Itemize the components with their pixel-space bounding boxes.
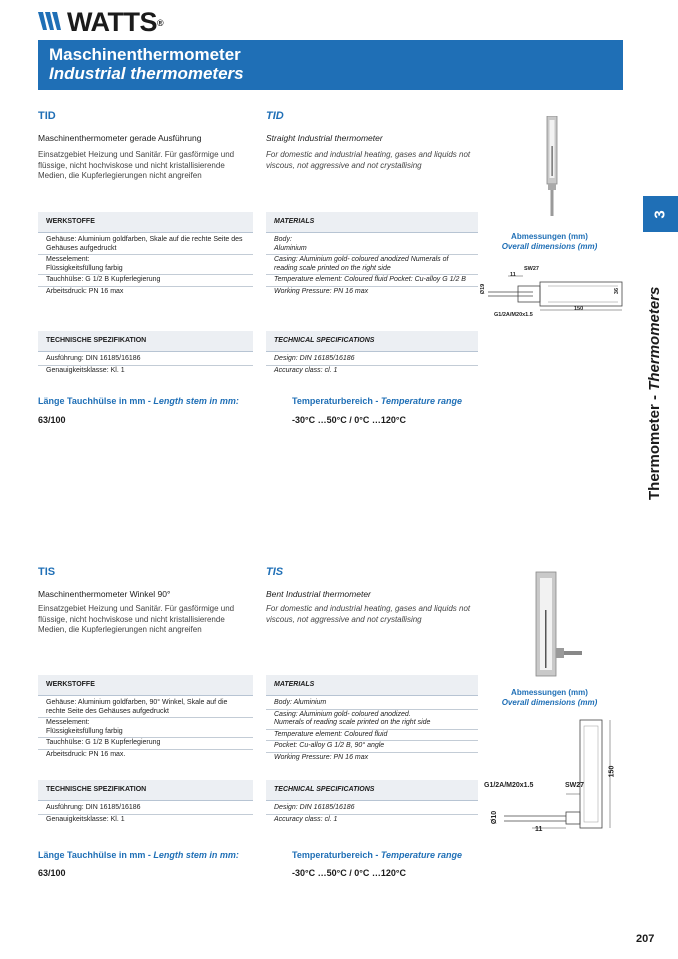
table-row: Genauigkeitsklasse: Kl. 1 [46,366,125,374]
chapter-tab: 3 [643,196,678,232]
watts-logo-mark-icon [38,10,64,34]
dimension-drawing-tis [484,716,624,840]
temperature-value: -30°C …50°C / 0°C …120°C [292,415,406,425]
table-row: Casing: Aluminium gold- coloured anodized Numerals of reading scale printed on the right side [266,255,478,275]
table-row: Accuracy class: cl. 1 [274,366,338,374]
materials-head-en: MATERIALS [266,212,478,233]
table-row: Tauchhülse: G 1/2 B Kupferlegierung [38,275,253,287]
dim-h: 36 [614,287,621,295]
product-photo-tis [528,570,588,680]
spec-head-de: TECHNISCHE SPEZIFIKATION [38,780,253,801]
table-row: Working Pressure: PN 16 max [274,753,369,761]
dim-b: 150 [574,306,584,312]
table-row: Temperature element: Coloured fluid Pocket: Cu-alloy G 1/2 B [266,275,478,287]
table-row: Body: Aluminium [266,696,478,710]
length-value: 63/100 [38,868,66,878]
subtitle-en: Straight Industrial thermometer [266,133,383,143]
spec-head-en: TECHNICAL SPECIFICATIONS [266,331,478,352]
spec-table-en [266,331,478,376]
dim-thread: G1/2A/M20x1.5 [484,782,534,789]
product-photo-tid [536,116,568,216]
dim-dia: Ø19 [480,283,487,295]
table-row: Accuracy class: cl. 1 [274,815,338,823]
materials-head-en: MATERIALS [266,675,478,696]
dim-sw: SW27 [565,782,585,789]
section-code-en: TID [266,110,284,122]
table-row: Tauchhülse: G 1/2 B Kupferlegierung [38,738,253,750]
materials-table-de [38,675,253,761]
header-banner [38,40,623,90]
dimensions-title: Abmessungen (mm) Overall dimensions (mm) [501,232,598,251]
description-de: Einsatzgebiet Heizung und Sanitär. Für gasförmige und flüssige, nicht hochviskose und nicht kristallisierende Medien, die Kupferlegierungen nicht angreifen [38,150,235,180]
table-row: Casing: Aluminium gold- coloured anodized. Numerals of reading scale printed on the right side [266,710,478,730]
table-row: Ausführung: DIN 16185/16186 [38,352,253,366]
logo-wordmark: WATTS® [67,7,164,37]
table-row: Pocket: Cu-alloy G 1/2 B, 90° angle [266,741,478,753]
spec-table-en [266,780,478,825]
header-title-de: Maschinenthermometer [49,45,241,64]
dim-a: 11 [510,272,516,278]
length-value: 63/100 [38,415,66,425]
dim-b: 150 [608,765,616,778]
section-code-en: TIS [266,566,284,578]
subtitle-en: Bent Industrial thermometer [266,589,371,599]
materials-head-de: WERKSTOFFE [38,212,253,233]
table-row: Gehäuse: Aluminium goldfarben, 90° Winkel, Skale auf die rechte Seite des Gehäuses aufgedruckt [38,696,253,718]
description-de: Einsatzgebiet Heizung und Sanitär. Für gasförmige und flüssige, nicht hochviskose und nicht kristallisierende Medien, die Kupferlegierungen nicht angreifen [38,604,235,634]
dim-dia: Ø10 [491,810,499,825]
subtitle-de: Maschinenthermometer Winkel 90° [38,589,171,599]
table-row: Ausführung: DIN 16185/16186 [38,801,253,815]
table-row: Temperature element: Coloured fluid [266,730,478,742]
watts-logo [38,9,163,35]
table-row: Design: DIN 16185/16186 [266,352,478,366]
dimension-drawing-tid [478,262,628,322]
spec-head-en: TECHNICAL SPECIFICATIONS [266,780,478,801]
materials-table-en [266,675,478,764]
temperature-label: Temperaturbereich - Temperature range [292,396,463,406]
table-row: Gehäuse: Aluminium goldfarben, Skale auf die rechte Seite des Gehäuses aufgedruckt [38,233,253,255]
description-en: For domestic and industrial heating, gases and liquids not viscous, not aggressive and not crystallising [266,150,471,170]
temperature-value: -30°C …50°C / 0°C …120°C [292,868,406,878]
length-label: Länge Tauchhülse in mm - Length stem in mm: [38,396,239,406]
table-row: Body: Aluminium [266,233,478,255]
table-row: Arbeitsdruck: PN 16 max. [46,750,126,758]
table-row: Messelement: Flüssigkeitsfüllung farbig [38,255,253,275]
length-label: Länge Tauchhülse in mm - Length stem in mm: [38,850,239,860]
description-en: For domestic and industrial heating, gases and liquids not viscous, not aggressive and not crystallising [266,604,471,624]
dimensions-title: Abmessungen (mm) Overall dimensions (mm) [501,688,598,707]
table-row: Genauigkeitsklasse: Kl. 1 [46,815,125,823]
spec-table-de [38,331,253,376]
section-code-de: TIS [38,566,56,578]
chapter-side-label: Thermometer - Thermometers [646,286,663,500]
temperature-label: Temperaturbereich - Temperature range [292,850,463,860]
table-row: Messelement: Flüssigkeitsfüllung farbig [38,718,253,738]
table-row: Working Pressure: PN 16 max [274,287,369,295]
dim-sw: SW27 [524,266,539,272]
materials-table-en [266,212,478,298]
header-title-en: Industrial thermometers [49,64,244,83]
table-row: Design: DIN 16185/16186 [266,801,478,815]
spec-table-de [38,780,253,825]
spec-head-de: TECHNISCHE SPEZIFIKATION [38,331,253,352]
subtitle-de: Maschinenthermometer gerade Ausführung [38,133,202,143]
table-row: Arbeitsdruck: PN 16 max [46,287,124,295]
section-code-de: TID [38,110,56,122]
materials-head-de: WERKSTOFFE [38,675,253,696]
page-number: 207 [636,933,655,945]
dim-a: 11 [535,826,543,833]
dim-thread: G1/2A/M20x1.5 [494,312,533,318]
materials-table-de [38,212,253,298]
